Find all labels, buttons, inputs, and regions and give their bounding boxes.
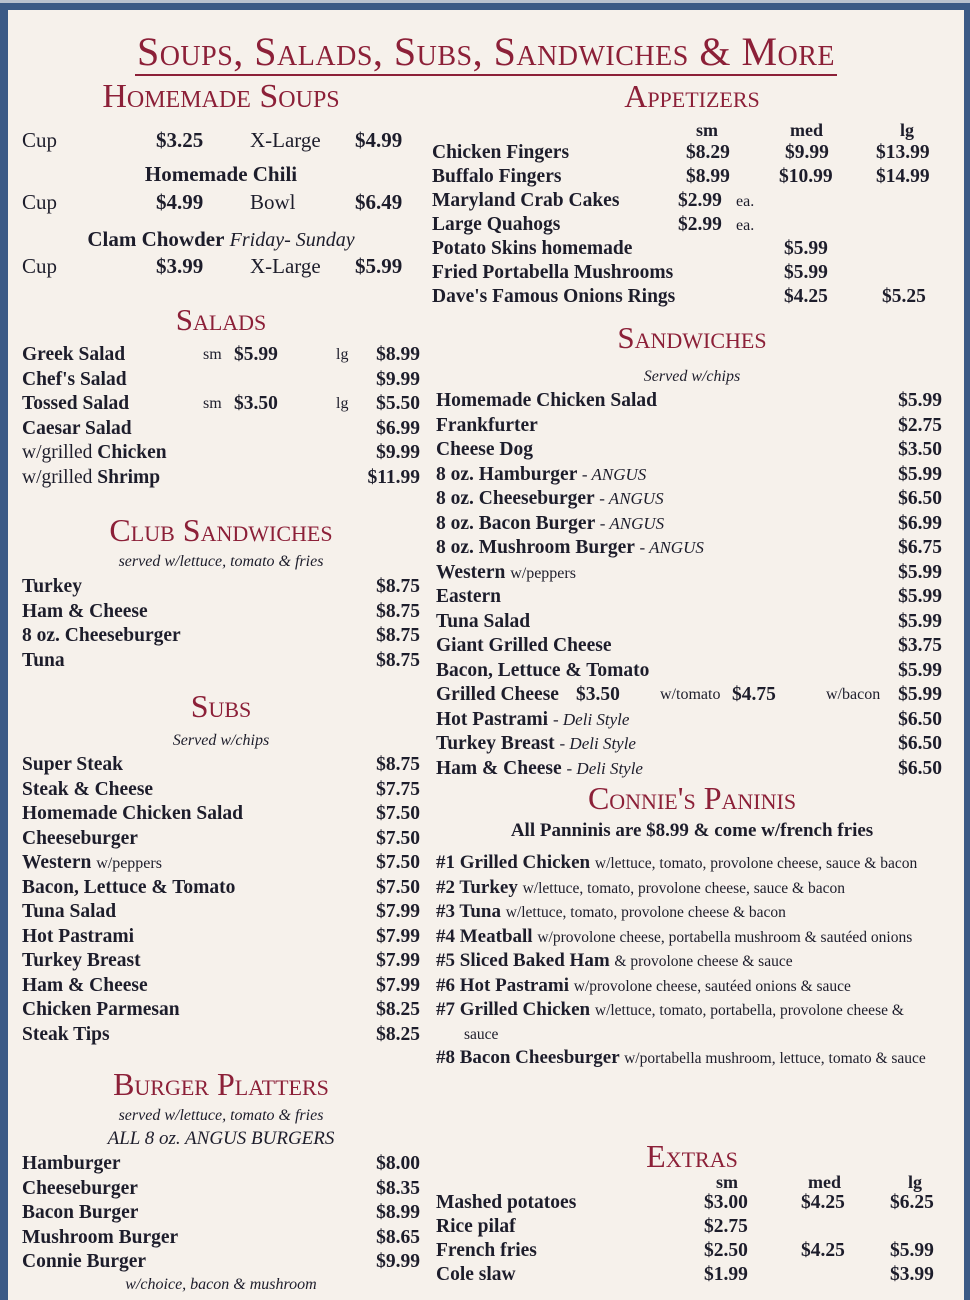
price-med: $5.99 xyxy=(784,262,828,283)
option-label: w/bacon xyxy=(826,686,881,703)
sandwich-item xyxy=(436,586,942,611)
item-name: Cheeseburger xyxy=(22,827,138,849)
club-item xyxy=(22,601,420,626)
price: $7.99 xyxy=(376,974,420,996)
club-item xyxy=(22,625,420,650)
item-name: Tuna Salad xyxy=(22,901,117,922)
panini-item xyxy=(436,950,936,974)
sandwich-item xyxy=(436,660,942,685)
price: $7.50 xyxy=(376,803,420,824)
size-label: sm xyxy=(203,346,222,363)
item-extra: - Deli Style xyxy=(552,709,630,729)
price: $5.99 xyxy=(898,463,942,485)
burgers-section xyxy=(22,1153,420,1294)
price: $9.99 xyxy=(376,1251,420,1272)
item-name: Mushroom Burger xyxy=(22,1226,179,1248)
size-label: X-Large xyxy=(250,128,321,152)
price: $8.75 xyxy=(376,754,420,775)
item-name: Grilled Chicken xyxy=(459,999,591,1020)
sub-item xyxy=(22,852,420,877)
panini-item xyxy=(436,975,936,999)
item-extra: - ANGUS xyxy=(599,513,665,533)
appetizer-item xyxy=(432,214,944,238)
item-extra: - Deli Style xyxy=(559,734,636,753)
price: $7.75 xyxy=(376,778,420,800)
unit-label: ea. xyxy=(736,217,755,234)
item-description: w/portabella mushroom, lettuce, tomato & sauce xyxy=(624,1050,926,1067)
item-name: Connie Burger xyxy=(22,1251,147,1272)
price: $5.99 xyxy=(898,586,942,607)
price: $4.99 xyxy=(156,190,204,214)
price: $3.50 xyxy=(898,439,942,460)
item-name: Ham & Cheese xyxy=(22,600,148,622)
item-name: Homemade Chicken Salad xyxy=(22,803,244,824)
subs-note: Served w/chips xyxy=(172,732,270,749)
price-base: $3.50 xyxy=(576,684,620,705)
sandwich-item xyxy=(436,488,942,513)
price: $6.50 xyxy=(898,488,942,509)
item-name: Shrimp xyxy=(97,466,161,488)
extras-section xyxy=(436,1172,946,1288)
item-name: Cheese Dog xyxy=(436,439,533,460)
sub-item xyxy=(22,779,420,804)
price: $3.50 xyxy=(234,393,278,414)
panini-item xyxy=(436,999,936,1046)
salad-item xyxy=(22,344,420,369)
price: $5.99 xyxy=(898,659,942,681)
sandwich-item xyxy=(436,684,942,709)
appetizer-item xyxy=(432,190,944,214)
item-name: Cole slaw xyxy=(436,1264,516,1285)
size-label: Cup xyxy=(22,254,58,278)
price: $6.99 xyxy=(898,512,942,534)
size-label: sm xyxy=(203,395,222,412)
burgers-footnote: w/choice, bacon & mushroom xyxy=(125,1275,317,1293)
paninis-section xyxy=(436,852,936,1072)
item-name: 8 oz. Hamburger xyxy=(436,463,577,485)
item-name: Super Steak xyxy=(22,754,123,775)
item-name: Eastern xyxy=(436,586,501,607)
column-header-med: med xyxy=(790,120,823,140)
price: $5.99 xyxy=(234,344,278,365)
price: $6.50 xyxy=(898,733,942,754)
section-heading-soups: Homemade Soups xyxy=(102,78,340,115)
section-heading-sandwiches: Sandwiches xyxy=(617,320,767,355)
item-name: Ham & Cheese xyxy=(22,974,148,996)
soup-name-chili: Homemade Chili xyxy=(144,162,298,186)
item-name: 8 oz. Cheeseburger xyxy=(436,488,595,509)
price: $5.99 xyxy=(898,561,942,583)
column-header-sm: sm xyxy=(716,1172,738,1192)
panini-item xyxy=(436,852,936,876)
sub-item xyxy=(22,877,420,902)
soup-name: Clam Chowder xyxy=(87,227,225,251)
price: $4.99 xyxy=(355,128,403,152)
salad-item xyxy=(22,442,420,467)
item-name: Large Quahogs xyxy=(432,214,561,235)
column-header-lg: lg xyxy=(900,120,915,140)
price-lg: $5.99 xyxy=(890,1240,934,1261)
salads-section xyxy=(22,344,420,491)
price-med: $4.25 xyxy=(801,1240,845,1261)
price-sm: $2.50 xyxy=(704,1240,748,1261)
sandwich-item xyxy=(436,709,942,734)
item-extra: w/peppers xyxy=(510,564,576,582)
item-name: Grilled Cheese xyxy=(436,684,559,705)
column-header-med: med xyxy=(808,1172,841,1192)
item-name: Bacon, Lettuce & Tomato xyxy=(22,876,236,898)
price: $7.99 xyxy=(376,950,420,971)
appetizer-item xyxy=(432,262,944,286)
size-label: X-Large xyxy=(250,254,321,278)
item-name: Sliced Baked Ham xyxy=(459,950,610,971)
size-label: lg xyxy=(336,346,349,363)
sub-item xyxy=(22,950,420,975)
item-description: w/lettuce, tomato, provolone cheese, sauce & bacon xyxy=(594,855,918,872)
panini-item xyxy=(436,901,936,925)
price: $6.49 xyxy=(355,190,403,214)
salad-item xyxy=(22,467,420,492)
item-extra: - ANGUS xyxy=(581,464,647,484)
sandwich-item xyxy=(436,611,942,636)
size-label: Cup xyxy=(22,190,58,214)
item-description: w/provolone cheese, sautéed onions & sauce xyxy=(573,977,851,995)
column-header-lg: lg xyxy=(908,1172,923,1192)
item-name: Rice pilaf xyxy=(436,1216,516,1237)
item-description: & provolone cheese & sauce xyxy=(614,953,793,970)
item-name: Turkey xyxy=(459,876,518,898)
soup-name-chowder xyxy=(22,227,420,254)
price: $8.25 xyxy=(376,999,420,1020)
price-sm: $2.75 xyxy=(704,1216,748,1237)
price: $8.75 xyxy=(376,576,420,597)
menu-title xyxy=(8,28,964,75)
item-description: w/lettuce, tomato, portabella, provolone cheese & sauce xyxy=(464,1002,904,1043)
sub-item xyxy=(22,901,420,926)
price-med: $4.25 xyxy=(801,1192,845,1213)
soup-row xyxy=(22,254,420,284)
sandwich-item xyxy=(436,758,942,783)
salad-item xyxy=(22,393,420,418)
section-heading-salads: Salads xyxy=(175,302,267,337)
item-name: 8 oz. Cheeseburger xyxy=(22,625,181,646)
price-lg: $14.99 xyxy=(876,166,930,187)
item-name: Bacon, Lettuce & Tomato xyxy=(436,659,650,681)
item-number: #7 xyxy=(436,999,455,1020)
price: $6.99 xyxy=(376,417,420,439)
price: $7.50 xyxy=(376,876,420,898)
price: $8.25 xyxy=(376,1023,420,1045)
sub-item xyxy=(22,754,420,779)
sandwich-item xyxy=(436,537,942,562)
item-description: w/lettuce, tomato, provolone cheese & bacon xyxy=(505,904,786,921)
item-name: 8 oz. Mushroom Burger xyxy=(436,537,635,558)
item-name: Tuna xyxy=(459,901,501,922)
price: $7.99 xyxy=(376,925,420,947)
item-name: Maryland Crab Cakes xyxy=(432,190,620,211)
burger-item xyxy=(22,1153,420,1178)
item-prefix: w/grilled xyxy=(22,442,93,463)
sandwich-item xyxy=(436,464,942,489)
price: $8.75 xyxy=(376,649,420,671)
price-lg: $5.25 xyxy=(882,286,926,307)
item-name: Grilled Chicken xyxy=(459,852,591,873)
price: $6.50 xyxy=(898,708,942,730)
item-name: Steak Tips xyxy=(22,1023,110,1045)
price-option: $4.75 xyxy=(732,684,776,705)
section-heading-subs: Subs xyxy=(190,688,252,724)
item-name: Fried Portabella Mushrooms xyxy=(432,262,674,283)
item-description: w/provolone cheese, portabella mushroom & sautéed onions xyxy=(537,928,913,946)
price: $7.50 xyxy=(376,827,420,849)
item-name: Chicken Fingers xyxy=(432,142,570,163)
menu-page xyxy=(8,10,964,1300)
item-name: Chicken Parmesan xyxy=(22,999,180,1020)
item-name: Potato Skins homemade xyxy=(432,238,633,259)
item-name: Tossed Salad xyxy=(22,393,130,414)
price: $8.75 xyxy=(376,600,420,622)
panini-item xyxy=(436,926,936,950)
menu-title-text: Soups, Salads, Subs, Sandwiches & More xyxy=(136,29,836,74)
item-name: Hot Pastrami xyxy=(22,925,135,947)
item-name: Giant Grilled Cheese xyxy=(436,635,612,656)
section-heading-burgers: Burger Platters xyxy=(113,1066,329,1102)
unit-label: ea. xyxy=(736,193,755,210)
sub-item xyxy=(22,926,420,951)
sandwich-item xyxy=(436,635,942,660)
appetizer-column-headers xyxy=(432,120,944,142)
frame-edge xyxy=(0,0,970,3)
item-description: w/lettuce, tomato, provolone cheese, sauce & bacon xyxy=(522,879,845,897)
price-med: $10.99 xyxy=(779,166,833,187)
availability-note: Friday- Sunday xyxy=(229,229,355,251)
club-item xyxy=(22,576,420,601)
size-label: lg xyxy=(336,395,349,412)
appetizer-item xyxy=(432,166,944,190)
paninis-subheading: All Panninis are $8.99 & come w/french fries xyxy=(510,820,874,841)
sandwiches-note: Served w/chips xyxy=(643,368,741,385)
item-name: 8 oz. Bacon Burger xyxy=(436,512,595,534)
item-name: French fries xyxy=(436,1240,537,1261)
burgers-subheading: ALL 8 oz. ANGUS BURGERS xyxy=(107,1128,335,1149)
price-lg: $3.99 xyxy=(890,1264,934,1285)
price: $3.75 xyxy=(898,635,942,656)
soup-row xyxy=(22,190,420,227)
club-section xyxy=(22,576,420,674)
section-heading-paninis: Connie's Paninis xyxy=(587,780,797,816)
extras-item xyxy=(436,1240,946,1264)
price-sm: $8.99 xyxy=(686,166,730,187)
price-sm: $8.29 xyxy=(686,142,730,163)
item-name: Meatball xyxy=(459,925,533,947)
item-name: Homemade Chicken Salad xyxy=(436,390,658,411)
section-heading-extras: Extras xyxy=(646,1138,738,1174)
sub-item xyxy=(22,803,420,828)
item-name: Bacon Burger xyxy=(22,1202,139,1223)
item-name: Steak & Cheese xyxy=(22,778,154,800)
item-name: Western xyxy=(22,852,92,873)
price: $9.99 xyxy=(376,442,420,463)
item-name: Mashed potatoes xyxy=(436,1192,577,1213)
price: $5.99 xyxy=(355,254,403,278)
sandwich-item xyxy=(436,513,942,538)
item-number: #6 xyxy=(436,974,455,996)
price: $8.75 xyxy=(376,625,420,646)
price: $5.99 xyxy=(898,684,942,705)
item-prefix: w/grilled xyxy=(22,466,93,488)
subs-section xyxy=(22,754,420,1048)
price: $8.99 xyxy=(376,344,420,365)
item-name: Dave's Famous Onions Rings xyxy=(432,286,676,307)
item-number: #5 xyxy=(436,950,455,971)
section-heading-club: Club Sandwiches xyxy=(109,512,333,548)
size-label: Cup xyxy=(22,128,58,152)
item-name: Tuna xyxy=(22,649,65,671)
panini-item xyxy=(436,1047,936,1071)
burgers-note: served w/lettuce, tomato & fries xyxy=(118,1107,324,1124)
item-number: #4 xyxy=(436,925,455,947)
club-item xyxy=(22,650,420,675)
price: $6.75 xyxy=(898,537,942,558)
sandwich-item xyxy=(436,733,942,758)
appetizer-item xyxy=(432,238,944,262)
price: $8.99 xyxy=(376,1202,420,1223)
price: $5.50 xyxy=(376,393,420,414)
item-name: Cheeseburger xyxy=(22,1177,138,1199)
burger-item xyxy=(22,1178,420,1203)
sub-item xyxy=(22,975,420,1000)
item-number: #1 xyxy=(436,852,455,873)
soups-section xyxy=(22,128,420,284)
item-name: Frankfurter xyxy=(436,414,538,436)
item-name: Turkey Breast xyxy=(436,733,555,754)
price: $11.99 xyxy=(367,466,420,488)
price: $3.99 xyxy=(156,254,204,278)
price: $5.99 xyxy=(898,610,942,632)
sandwich-item xyxy=(436,439,942,464)
item-name: Hot Pastrami xyxy=(459,974,569,996)
price: $9.99 xyxy=(376,368,420,390)
sub-item xyxy=(22,1024,420,1049)
item-name: Ham & Cheese xyxy=(436,757,562,779)
price-med: $5.99 xyxy=(784,238,828,259)
price: $5.99 xyxy=(898,390,942,411)
appetizer-item xyxy=(432,286,944,310)
option-label: w/tomato xyxy=(660,686,721,703)
price: $7.50 xyxy=(376,852,420,873)
size-label: Bowl xyxy=(250,190,296,214)
appetizer-item xyxy=(432,142,944,166)
price-med: $9.99 xyxy=(785,142,829,163)
item-name: Hamburger xyxy=(22,1153,121,1174)
burger-item xyxy=(22,1251,420,1276)
item-name: Turkey Breast xyxy=(22,950,141,971)
burger-item xyxy=(22,1202,420,1227)
salad-item xyxy=(22,369,420,394)
price-med: $4.25 xyxy=(784,286,828,307)
item-name: Buffalo Fingers xyxy=(432,166,562,187)
price-sm: $3.00 xyxy=(704,1192,748,1213)
sub-item xyxy=(22,828,420,853)
item-name: Western xyxy=(436,561,506,583)
column-header-sm: sm xyxy=(696,120,718,140)
extras-item xyxy=(436,1192,946,1216)
item-name: Chicken xyxy=(97,442,167,463)
item-name: Hot Pastrami xyxy=(436,708,549,730)
price-lg: $6.25 xyxy=(890,1192,934,1213)
item-name: Chef's Salad xyxy=(22,368,127,390)
salad-item xyxy=(22,418,420,443)
price: $8.00 xyxy=(376,1153,420,1174)
price: $7.99 xyxy=(376,901,420,922)
item-extra: - Deli Style xyxy=(566,758,643,778)
section-heading-appetizers: Appetizers xyxy=(624,78,760,114)
price: $6.50 xyxy=(898,757,942,779)
sandwich-item xyxy=(436,415,942,440)
price: $2.75 xyxy=(898,414,942,436)
burger-item xyxy=(22,1227,420,1252)
item-extra: - ANGUS xyxy=(639,538,704,557)
sandwiches-section xyxy=(436,390,942,782)
panini-item xyxy=(436,877,936,901)
sandwich-item xyxy=(436,390,942,415)
price-lg: $13.99 xyxy=(876,142,930,163)
item-name: Greek Salad xyxy=(22,344,126,365)
item-name: Caesar Salad xyxy=(22,417,132,439)
item-extra: w/peppers xyxy=(96,855,162,872)
extras-item xyxy=(436,1264,946,1288)
club-note: served w/lettuce, tomato & fries xyxy=(118,553,324,570)
item-number: #8 xyxy=(436,1047,455,1068)
soup-row xyxy=(22,128,420,162)
appetizers-section xyxy=(432,120,944,310)
item-name: Bacon Cheesburger xyxy=(459,1047,620,1068)
sandwich-item xyxy=(436,562,942,587)
price: $3.25 xyxy=(156,128,204,152)
item-name: Tuna Salad xyxy=(436,610,531,632)
extras-column-headers xyxy=(436,1172,946,1192)
price: $8.35 xyxy=(376,1177,420,1199)
price-sm: $2.99 xyxy=(678,214,722,235)
item-name: Turkey xyxy=(22,576,82,597)
price: $8.65 xyxy=(376,1226,420,1248)
item-extra: - ANGUS xyxy=(599,489,664,508)
price-sm: $2.99 xyxy=(678,190,722,211)
item-number: #2 xyxy=(436,876,455,898)
extras-item xyxy=(436,1216,946,1240)
sub-item xyxy=(22,999,420,1024)
price-sm: $1.99 xyxy=(704,1264,748,1285)
item-number: #3 xyxy=(436,901,455,922)
